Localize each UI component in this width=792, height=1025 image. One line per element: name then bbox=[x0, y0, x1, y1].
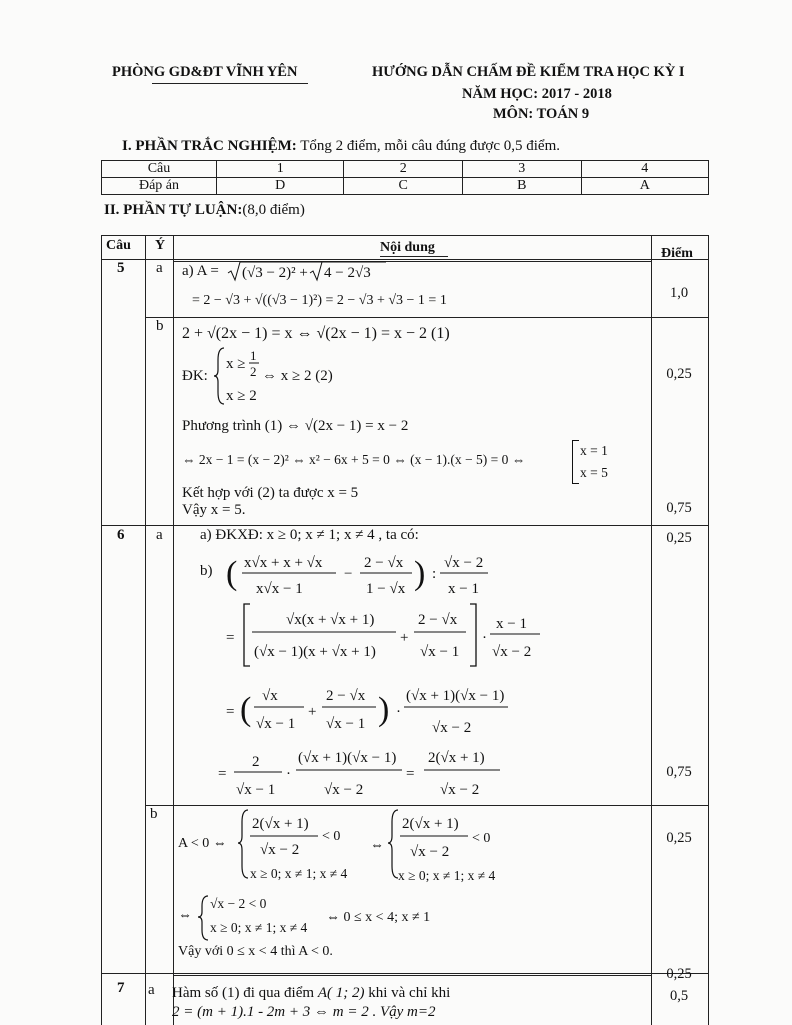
grid-line bbox=[173, 975, 651, 976]
svg-text:(√x + 1)(√x − 1): (√x + 1)(√x − 1) bbox=[298, 750, 397, 766]
part2-desc: (8,0 điểm) bbox=[242, 202, 305, 218]
svg-text:√x − 2: √x − 2 bbox=[324, 782, 364, 798]
point-value: 0,25 bbox=[666, 366, 692, 382]
q5a-radicals bbox=[226, 260, 426, 284]
q5b-pt: Phương trình (1) ⇔ √(2x − 1) = x − 2 bbox=[182, 418, 409, 434]
q5b-sol2: x = 5 bbox=[580, 465, 608, 480]
q7a-line1 bbox=[172, 985, 450, 1002]
grid-line bbox=[145, 317, 709, 318]
q5b-bracket bbox=[572, 440, 579, 484]
table-cell: C bbox=[344, 178, 463, 195]
answer-table bbox=[101, 160, 709, 195]
svg-text:(: ( bbox=[240, 691, 252, 728]
svg-text:+: + bbox=[308, 704, 317, 720]
point-value: 0,25 bbox=[666, 530, 692, 546]
svg-text:2 − √x: 2 − √x bbox=[326, 688, 366, 704]
grid-line bbox=[145, 235, 146, 1025]
svg-text:2(√x + 1): 2(√x + 1) bbox=[252, 816, 309, 832]
q6b-cond-2: x ≥ 0; x ≠ 1; x ≠ 4 bbox=[398, 868, 496, 883]
question-number: 7 bbox=[117, 980, 125, 996]
q6-step3 bbox=[218, 746, 518, 806]
svg-text:=: = bbox=[226, 630, 235, 646]
svg-text:2 − √x: 2 − √x bbox=[418, 612, 458, 628]
svg-text:x − 1: x − 1 bbox=[496, 616, 527, 632]
svg-text:√x − 2: √x − 2 bbox=[410, 844, 450, 860]
q7a-text-2: khi và chỉ khi bbox=[364, 985, 451, 1001]
svg-text:=: = bbox=[218, 766, 227, 782]
doc-title-2: NĂM HỌC: 2017 - 2018 bbox=[462, 86, 612, 102]
part1-desc: Tổng 2 điểm, mỗi câu đúng được 0,5 điểm. bbox=[296, 138, 560, 154]
grid-line bbox=[101, 235, 709, 236]
svg-text:x ≥ 2: x ≥ 2 bbox=[226, 388, 257, 404]
q5a-prefix: a) A = bbox=[182, 263, 219, 279]
q6b-sys3-a: √x − 2 < 0 bbox=[210, 896, 267, 911]
point-value: 0,75 bbox=[666, 500, 692, 516]
svg-text:x ≥: x ≥ bbox=[226, 356, 246, 372]
table-cell: B bbox=[462, 178, 581, 195]
table-cell: Đáp án bbox=[102, 178, 217, 195]
svg-text:=: = bbox=[226, 704, 235, 720]
table-cell: 2 bbox=[344, 161, 463, 178]
q5a-line1 bbox=[182, 263, 219, 280]
table-cell: 4 bbox=[581, 161, 709, 178]
q7a-line2 bbox=[172, 1004, 436, 1021]
q7a-text-4: m=2 bbox=[407, 1004, 436, 1020]
q6b-conclusion: Vậy với 0 ≤ x < 4 thì A < 0. bbox=[178, 944, 333, 959]
part-label: b bbox=[150, 806, 158, 822]
q6b-result: ⇔ 0 ≤ x < 4; x ≠ 1 bbox=[326, 910, 431, 925]
q5b-answer: Vậy x = 5. bbox=[182, 502, 246, 518]
svg-text:(√x − 1)(x + √x + 1): (√x − 1)(x + √x + 1) bbox=[254, 644, 376, 660]
svg-text:2: 2 bbox=[250, 364, 257, 379]
svg-text:√x − 2: √x − 2 bbox=[440, 782, 480, 798]
col-header-cau: Câu bbox=[106, 238, 131, 253]
part-label: a bbox=[156, 260, 163, 276]
svg-text:+: + bbox=[400, 630, 409, 646]
grid-line bbox=[101, 235, 102, 1025]
department-name: PHÒNG GD&ĐT VĨNH YÊN bbox=[112, 64, 298, 80]
q6-expression bbox=[226, 546, 536, 606]
q7a-point: A( 1; 2) bbox=[317, 985, 365, 1001]
svg-text:√x − 2: √x − 2 bbox=[260, 842, 300, 858]
col-header-diem: Điểm bbox=[661, 246, 693, 261]
svg-text::: : bbox=[432, 566, 437, 582]
table-cell: D bbox=[217, 178, 344, 195]
q5b-equation: 2 + √(2x − 1) = x ⇔ √(2x − 1) = x − 2 (1) bbox=[182, 325, 450, 342]
svg-text:(: ( bbox=[226, 555, 238, 592]
q5b-sol1: x = 1 bbox=[580, 443, 608, 458]
part-label: a bbox=[148, 982, 155, 998]
svg-text:2: 2 bbox=[252, 754, 260, 770]
q6a-condition: a) ĐKXĐ: x ≥ 0; x ≠ 1; x ≠ 4 , ta có: bbox=[200, 527, 419, 543]
point-value: 1,0 bbox=[669, 285, 689, 301]
svg-text:·: · bbox=[396, 704, 401, 720]
q6b-lt0-2: < 0 bbox=[472, 831, 491, 846]
point-value: 0,75 bbox=[666, 764, 692, 780]
svg-text:1 − √x: 1 − √x bbox=[366, 581, 406, 597]
part1-heading-line bbox=[122, 138, 560, 155]
svg-text:√x(x + √x + 1): √x(x + √x + 1) bbox=[286, 612, 375, 628]
part-label: b bbox=[156, 318, 164, 334]
svg-text:x − 1: x − 1 bbox=[448, 581, 479, 597]
svg-text:−: − bbox=[344, 566, 353, 582]
q6b-expr-label: b) bbox=[200, 563, 213, 579]
svg-text:√x − 2: √x − 2 bbox=[444, 555, 484, 571]
svg-text:√x: √x bbox=[262, 688, 278, 704]
svg-text:1: 1 bbox=[250, 348, 257, 363]
svg-text:√x − 1: √x − 1 bbox=[326, 716, 366, 732]
q5b-dk-tail: ⇔ x ≥ 2 (2) bbox=[262, 368, 333, 384]
doc-title-1: HƯỚNG DẪN CHẤM ĐỀ KIỂM TRA HỌC KỲ I bbox=[372, 64, 685, 80]
question-number: 5 bbox=[117, 260, 125, 276]
doc-title-3: MÔN: TOÁN 9 bbox=[493, 106, 590, 122]
q5b-dk-label: ĐK: bbox=[182, 368, 208, 384]
svg-text:x√x − 1: x√x − 1 bbox=[256, 581, 303, 597]
svg-text:√x − 2: √x − 2 bbox=[492, 644, 532, 660]
part2-heading-line bbox=[104, 202, 305, 219]
point-value: 0,25 bbox=[666, 830, 692, 846]
grid-line bbox=[651, 235, 652, 1025]
svg-text:x√x + x + √x: x√x + x + √x bbox=[244, 555, 323, 571]
q6b-sys3-b: x ≥ 0; x ≠ 1; x ≠ 4 bbox=[210, 920, 308, 935]
q7a-text-3: 2 = (m + 1).1 - 2m + 3 ⇔ m = 2 . Vậy bbox=[172, 1004, 408, 1020]
q5b-solve: ⇔ 2x − 1 = (x − 2)² ⇔ x² − 6x + 5 = 0 ⇔ (x − 1).(x − 5) = 0 ⇔ bbox=[182, 452, 526, 467]
q7a-text-1: Hàm số (1) đi qua điểm bbox=[172, 985, 318, 1001]
table-cell: 1 bbox=[217, 161, 344, 178]
grid-line bbox=[101, 525, 709, 526]
q5a-line2: = 2 − √3 + √((√3 − 1)²) = 2 − √3 + √3 − 1 = 1 bbox=[192, 293, 447, 308]
svg-text:2(√x + 1): 2(√x + 1) bbox=[402, 816, 459, 832]
svg-text:(√x + 1)(√x − 1): (√x + 1)(√x − 1) bbox=[406, 688, 505, 704]
svg-text:√x − 1: √x − 1 bbox=[236, 782, 276, 798]
svg-text:): ) bbox=[378, 691, 390, 728]
svg-text:(√3 − 2)² +: (√3 − 2)² + bbox=[242, 265, 308, 281]
q6-step2 bbox=[226, 680, 516, 746]
svg-text:2 − √x: 2 − √x bbox=[364, 555, 404, 571]
svg-text:4 − 2√3: 4 − 2√3 bbox=[324, 265, 371, 281]
table-cell: 3 bbox=[462, 161, 581, 178]
point-value: 0,25 bbox=[666, 966, 692, 982]
svg-text:=: = bbox=[406, 766, 415, 782]
grid-line bbox=[708, 235, 709, 1025]
answer-table-row-answers bbox=[102, 178, 709, 195]
col-header-noidung-underline bbox=[380, 256, 448, 257]
q6b-eqv: ⇔ bbox=[370, 838, 384, 853]
svg-text:·: · bbox=[286, 766, 291, 782]
col-header-noidung: Nội dung bbox=[380, 240, 435, 255]
svg-text:√x − 2: √x − 2 bbox=[432, 720, 472, 736]
q6b-eqv-2: ⇔ bbox=[178, 908, 192, 923]
col-header-y: Ý bbox=[155, 238, 166, 253]
department-underline bbox=[152, 83, 308, 84]
svg-text:·: · bbox=[482, 630, 487, 646]
point-value: 0,5 bbox=[669, 988, 689, 1004]
part1-heading: I. PHẦN TRẮC NGHIỆM: bbox=[122, 138, 297, 154]
svg-text:2(√x + 1): 2(√x + 1) bbox=[428, 750, 485, 766]
question-number: 6 bbox=[117, 527, 125, 543]
q6b-lt0: < 0 bbox=[322, 829, 341, 844]
q6b-cond-1: x ≥ 0; x ≠ 1; x ≠ 4 bbox=[250, 866, 348, 881]
q6-step1 bbox=[226, 600, 546, 670]
answer-table-row-questions bbox=[102, 161, 709, 178]
svg-text:√x − 1: √x − 1 bbox=[420, 644, 460, 660]
table-cell: A bbox=[581, 178, 709, 195]
grid-line bbox=[173, 235, 174, 1025]
part2-heading: II. PHẦN TỰ LUẬN: bbox=[104, 202, 243, 218]
table-cell: Câu bbox=[102, 161, 217, 178]
q6b-a-lt-0: A < 0 ⇔ bbox=[178, 836, 227, 851]
part-label: a bbox=[156, 527, 163, 543]
grid-line bbox=[101, 973, 709, 974]
q5b-conclude: Kết hợp với (2) ta được x = 5 bbox=[182, 485, 359, 501]
svg-text:): ) bbox=[414, 555, 426, 592]
svg-text:√x − 1: √x − 1 bbox=[256, 716, 296, 732]
